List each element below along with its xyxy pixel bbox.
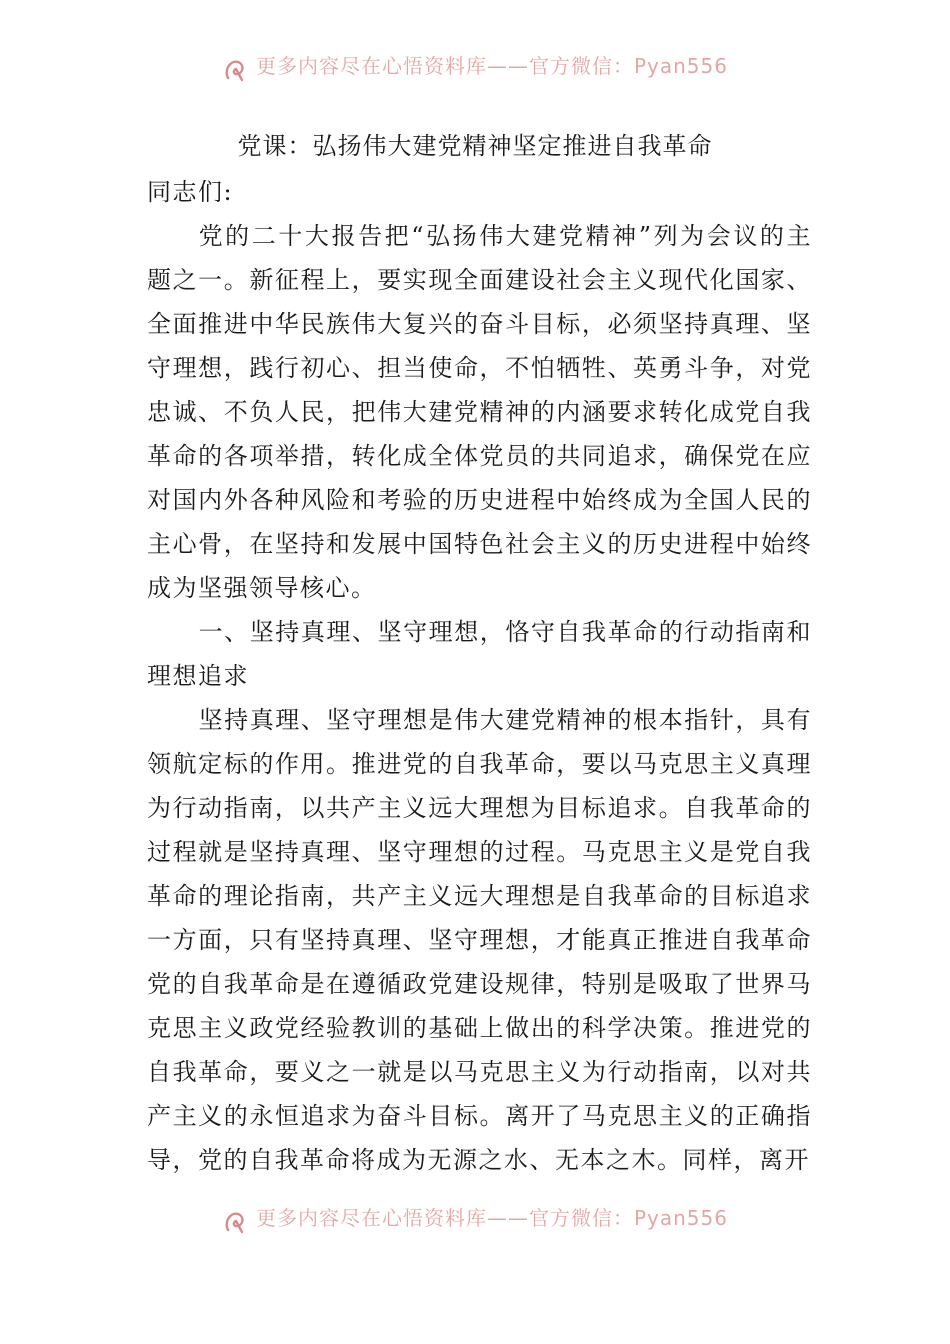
document-body (147, 170, 812, 1182)
paragraph-body: 坚持真理、坚守理想是伟大建党精神的根本指针，具有领航定标的作用。推进党的自我革命，要以马克思主义真理为行动指南，以共产主义远大理想为目标追求。自我革命的过程就是坚持真理、坚守理想的过程。马克思主义是党自我革命的理论指南，共产主义远大理想是自我革命的目标追求一方面，只有坚持真理、坚守理想，才能真正推进自我革命党的自我革命是在遵循政党建设规律，特别是吸取了世界马克思主义政党经验教训的基础上做出的科学决策。推进党的自我革命，要义之一就是以马克思主义为行动指南，以对共产主义的永恒追求为奋斗目标。离开了马克思主义的正确指导，党的自我革命将成为无源之水、无本之木。同样，离开 (147, 706, 812, 1174)
watermark-header (0, 50, 950, 90)
paragraph-intro: 党的二十大报告把“弘扬伟大建党精神”列为会议的主题之一。新征程上，要实现全面建设社会主义现代化国家、全面推进中华民族伟大复兴的奋斗目标，必须坚持真理、坚守理想，践行初心、担当使命，不怕牺牲、英勇斗争，对党忠诚、不负人民，把伟大建党精神的内涵要求转化成党自我革命的各项举措，转化成全体党员的共同追求，确保党在应对国内外各种风险和考验的历史进程中始终成为全国人民的主心骨，在坚持和发展中国特色社会主义的历史进程中始终成为坚强领导核心。 (147, 222, 812, 602)
watermark-text: 更多内容尽在心悟资料库——官方微信：Pyan556 (255, 1205, 728, 1230)
logo-icon (222, 1208, 250, 1236)
section-heading: 一、坚持真理、坚守理想，恪守自我革命的行动指南和理想追求 (147, 618, 812, 690)
salutation: 同志们: (147, 178, 234, 206)
watermark-text: 更多内容尽在心悟资料库——官方微信：Pyan556 (255, 53, 728, 78)
watermark-footer (0, 1202, 950, 1242)
logo-icon (222, 56, 250, 84)
document-title: 党课：弘扬伟大建党精神坚定推进自我革命 (237, 132, 713, 160)
